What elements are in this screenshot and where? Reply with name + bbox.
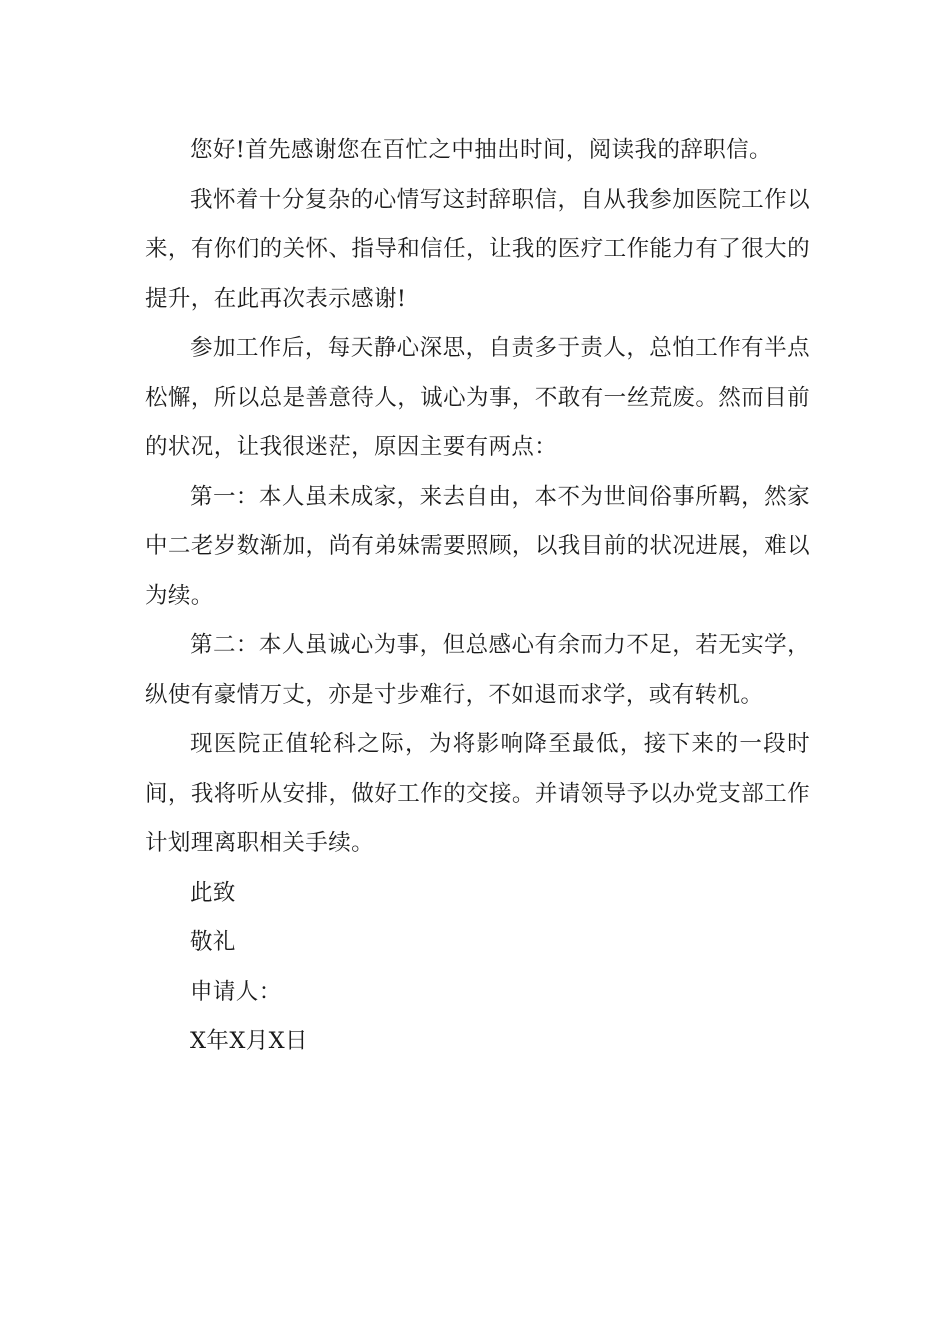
- gratitude-paragraph: 我怀着十分复杂的心情写这封辞职信，自从我参加医院工作以来，有你们的关怀、指导和信任，让我的医疗工作能力有了很大的提升，在此再次表示感谢!: [145, 186, 810, 312]
- greeting-paragraph: 您好!首先感谢您在百忙之中抽出时间，阅读我的辞职信。: [190, 137, 772, 163]
- salutation-line: 敬礼: [190, 929, 236, 955]
- reason-two-paragraph: 第二：本人虽诚心为事，但总感心有余而力不足，若无实学，纵使有豪情万丈，亦是寸步难行，不如退而求学，或有转机。: [145, 632, 810, 708]
- handover-paragraph: 现医院正值轮科之际，为将影响降至最低，接下来的一段时间，我将听从安排，做好工作的交接。并请领导予以办党支部工作计划理离职相关手续。: [145, 731, 810, 856]
- situation-paragraph: 参加工作后，每天静心深思，自责多于责人，总怕工作有半点松懈，所以总是善意待人，诚心为事，不敢有一丝荒废。然而目前的状况，让我很迷茫，原因主要有两点：: [145, 335, 810, 460]
- date-line: X年X月X日: [190, 1028, 308, 1054]
- reason-one-paragraph: 第一：本人虽未成家，来去自由，本不为世间俗事所羁，然家中二老岁数渐加，尚有弟妹需要照顾，以我目前的状况进展，难以为续。: [145, 483, 810, 609]
- applicant-label: 申请人：: [190, 978, 282, 1005]
- closing-line: 此致: [190, 879, 236, 906]
- letter-body: [145, 126, 810, 1067]
